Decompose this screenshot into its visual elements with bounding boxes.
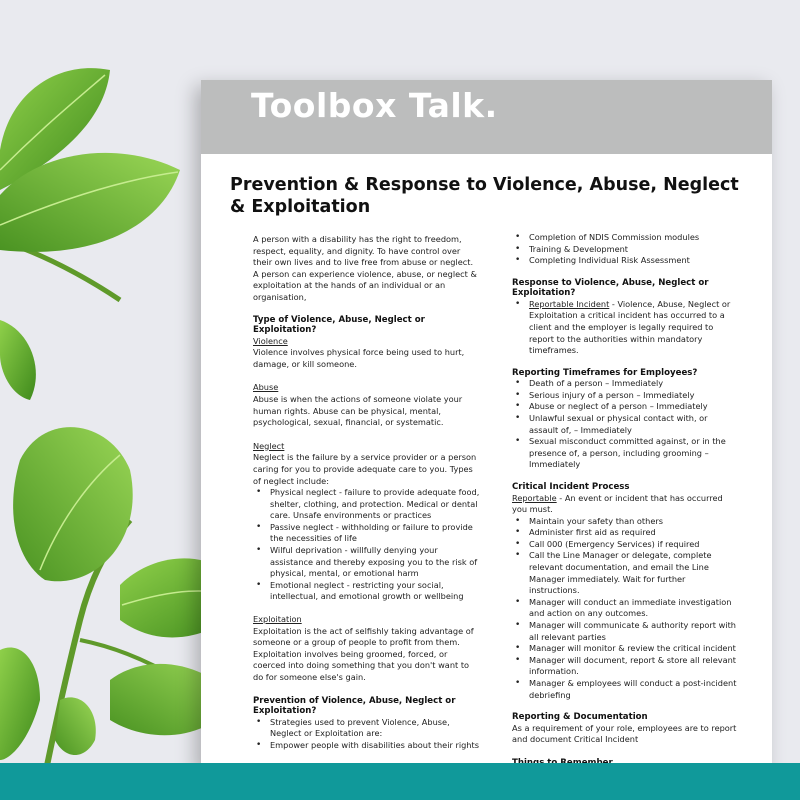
neglect-label: Neglect xyxy=(253,440,285,451)
right-column xyxy=(512,234,737,768)
list-item: • Administer first aid as required xyxy=(529,527,737,539)
list-item: • Call the Line Manager or delegate, complete relevant documentation, and email the Line Manager immediately. Wait for further instructions. xyxy=(529,550,737,596)
list-item: • Manager will communicate & authority report with all relevant parties xyxy=(529,620,737,643)
list-item: • Emotional neglect - restricting your social, intellectual, and emotional growth or wellbeing xyxy=(270,580,481,603)
response-section xyxy=(512,278,737,357)
list-item xyxy=(529,299,737,357)
timeframes-heading: Reporting Timeframes for Employees? xyxy=(512,367,698,378)
reportable-incident-text: - Violence, Abuse, Neglect or Exploitation a critical incident has occurred to a client and the employer is legally required to report to the authorities within mandatory timeframes. xyxy=(529,298,731,356)
response-list xyxy=(512,299,737,357)
abuse-text: Abuse is when the actions of someone violate your human rights. Abuse can be physical, mental, psychological, sexual, financial, or systematic. xyxy=(253,393,463,428)
list-item: • Empower people with disabilities about their rights xyxy=(270,740,481,752)
reporting-text: As a requirement of your role, employees are to report and document Critical Incident xyxy=(512,722,737,745)
intro-paragraph: A person with a disability has the right to freedom, respect, equality, and dignity. To have control over their own lives and to live free from abuse or neglect. A person can experience violence, abuse, or neglect & exploitation at the hands of an individual or an organisation, xyxy=(253,234,477,302)
list-item: • Completion of NDIS Commission modules xyxy=(529,232,737,244)
document-page xyxy=(201,80,772,770)
prevention-list-continued xyxy=(512,232,737,267)
critical-intro xyxy=(512,493,737,516)
list-item: • Manager will monitor & review the critical incident xyxy=(529,643,737,655)
list-item: • Wilful deprivation - willfully denying your assistance and thereby exposing you to the risk of physical, mental, or emotional harm xyxy=(270,545,481,580)
list-item: • Unlawful sexual or physical contact with, or assault of, – Immediately xyxy=(529,413,737,436)
reportable-incident-label: Reportable Incident xyxy=(529,298,610,309)
list-item: • Physical neglect - failure to provide adequate food, shelter, clothing, and protection. Medical or dental care. Unsafe environments or practices xyxy=(270,487,481,522)
list-item: • Manager will conduct an immediate investigation and action on any outcomes. xyxy=(529,597,737,620)
neglect-section xyxy=(253,441,481,603)
list-item: • Serious injury of a person – Immediately xyxy=(529,390,737,402)
prevention-heading: Prevention of Violence, Abuse, Neglect or Exploitation? xyxy=(253,695,456,717)
exploitation-label: Exploitation xyxy=(253,614,302,625)
critical-list xyxy=(512,516,737,702)
critical-heading: Critical Incident Process xyxy=(512,482,630,492)
prevention-section xyxy=(253,696,481,752)
neglect-text: Neglect is the failure by a service provider or a person caring for you to provide adequate care to you. Types of neglect include: xyxy=(253,452,477,486)
footer-bar xyxy=(0,763,800,800)
list-item: • Maintain your safety than others xyxy=(529,516,737,528)
list-item: • Call 000 (Emergency Services) if required xyxy=(529,539,737,551)
prevention-list xyxy=(253,717,481,752)
leaf-lower xyxy=(13,427,133,581)
reporting-heading: Reporting & Documentation xyxy=(512,712,648,723)
types-section xyxy=(253,315,481,371)
reportable-label: Reportable xyxy=(512,492,557,503)
response-heading: Response to Violence, Abuse, Neglect or Exploitation? xyxy=(512,277,709,299)
timeframes-list xyxy=(512,378,737,471)
critical-section xyxy=(512,482,737,701)
list-item: • Sexual misconduct committed against, or in the presence of, a person, including grooming – Immediately xyxy=(529,436,737,471)
list-item: • Strategies used to prevent Violence, Abuse, Neglect or Exploitation are: xyxy=(270,717,481,740)
abuse-section xyxy=(253,382,481,428)
neglect-list xyxy=(253,487,481,603)
leaf-mid xyxy=(0,320,36,400)
exploitation-text: Exploitation is the act of selfishly taking advantage of someone or a group of people to profit from them. Exploitation involves being groomed, forced, or coerced into doing something that you don't want to do for someone else's gain. xyxy=(253,625,474,682)
list-item: • Manager will document, report & store all relevant information. xyxy=(529,655,737,678)
reporting-section xyxy=(512,712,737,746)
abuse-label: Abuse xyxy=(253,382,279,393)
list-item: • Abuse or neglect of a person – Immediately xyxy=(529,401,737,413)
exploitation-section xyxy=(253,614,481,684)
list-item: • Training & Development xyxy=(529,244,737,256)
document-title: Prevention & Response to Violence, Abuse, Neglect & Exploitation xyxy=(230,175,739,217)
list-item: • Death of a person – Immediately xyxy=(529,378,737,390)
reportable-text: - An event or incident that has occurred you must. xyxy=(512,492,723,515)
violence-label: Violence xyxy=(253,335,288,346)
left-column xyxy=(253,234,481,762)
list-item: • Passive neglect - withholding or failure to provide the necessities of life xyxy=(270,522,481,545)
timeframes-section xyxy=(512,368,737,471)
document-header xyxy=(201,80,772,154)
brand-title: Toolbox Talk. xyxy=(251,86,498,125)
list-item: • Completing Individual Risk Assessment xyxy=(529,255,737,267)
violence-text: Violence involves physical force being used to hurt, damage, or kill someone. xyxy=(253,347,465,369)
list-item: • Manager & employees will conduct a post-incident debriefing xyxy=(529,678,737,701)
types-heading: Type of Violence, Abuse, Neglect or Exploitation? xyxy=(253,314,425,336)
